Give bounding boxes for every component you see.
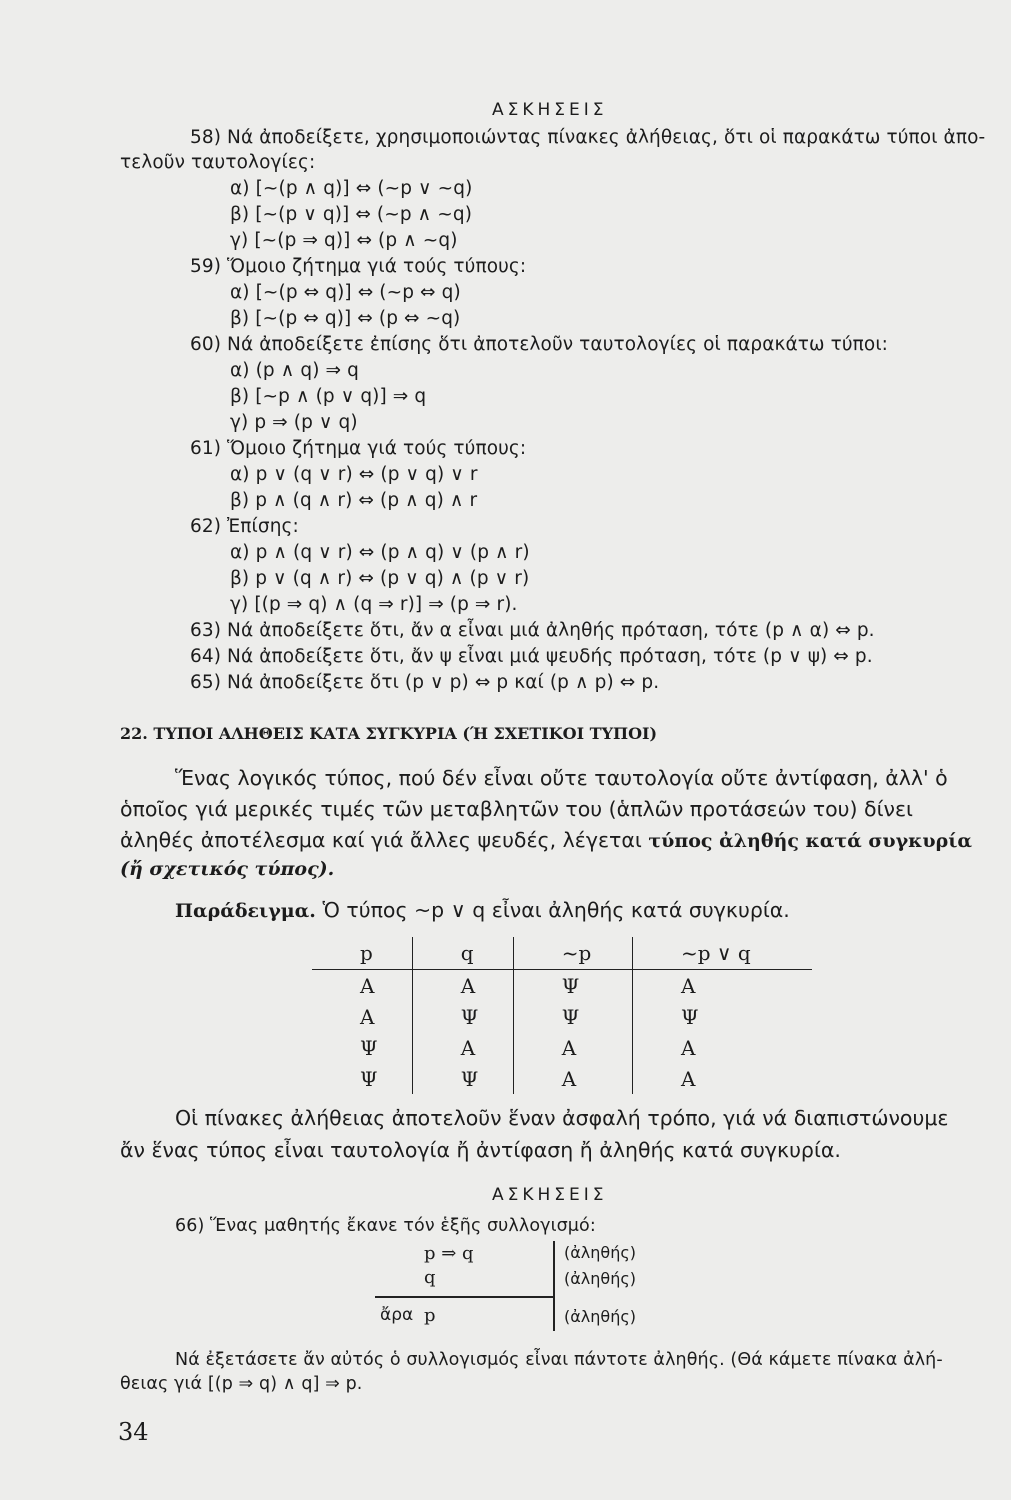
truth-table-cell: Ψ xyxy=(513,1001,632,1032)
truth-table-cell: Α xyxy=(513,1063,632,1094)
exercise-59b: β) [~(p ⇔ q)] ⇔ (p ⇔ ~q) xyxy=(230,308,461,329)
exercise-66-closing-2: θειας γιά [(p ⇒ q) ∧ q] ⇒ p. xyxy=(120,1374,363,1394)
truth-table-row xyxy=(312,1063,812,1094)
exercise-64: 64) Νά ἀποδείξετε ὅτι, ἄν ψ εἶναι μιά ψευδής πρόταση, τότε (p ∨ ψ) ⇔ p. xyxy=(190,646,873,667)
truth-table-cell: Α xyxy=(412,1032,513,1063)
truth-table-cell: Α xyxy=(360,973,375,998)
truth-table-row xyxy=(312,1032,812,1063)
example-label: Παράδειγμα. xyxy=(175,900,316,922)
truth-table-cell: Α xyxy=(412,970,513,1002)
exercise-58c: γ) [~(p ⇒ q)] ⇔ (p ∧ ~q) xyxy=(230,230,458,251)
truth-table-cell: Ψ xyxy=(513,970,632,1002)
syllogism-therefore: ἄρα xyxy=(380,1305,414,1325)
truth-table-cell: Ψ xyxy=(360,1066,378,1091)
exercise-60: 60) Νά ἀποδείξετε ἐπίσης ὅτι ἀποτελοῦν ταυτολογίες οἱ παρακάτω τύποι: xyxy=(190,334,889,355)
syllogism-rule xyxy=(375,1296,553,1298)
syllogism-premise-2: q xyxy=(424,1267,436,1288)
truth-table-cell: Α xyxy=(513,1032,632,1063)
exercise-63: 63) Νά ἀποδείξετε ὅτι, ἄν α εἶναι μιά ἀληθής πρόταση, τότε (p ∧ α) ⇔ p. xyxy=(190,620,875,641)
syllogism-premise-1: p ⇒ q xyxy=(424,1243,474,1264)
truth-table-cell: Α xyxy=(633,1063,812,1094)
exercise-60b: β) [~p ∧ (p ∨ q)] ⇒ q xyxy=(230,386,427,407)
truth-table-cell: Ψ xyxy=(360,1035,378,1060)
page-number: 34 xyxy=(118,1418,149,1446)
truth-table-header: p xyxy=(312,937,412,970)
section-paragraph-line3 xyxy=(120,828,972,852)
syllogism-note-1: (ἀληθής) xyxy=(564,1243,636,1262)
truth-table-cell: Ψ xyxy=(412,1001,513,1032)
truth-table xyxy=(312,937,812,1094)
exercise-66: 66) Ἕνας μαθητής ἔκανε τόν ἑξῆς συλλογισμό: xyxy=(175,1216,596,1236)
truth-table-cell: Α xyxy=(633,970,812,1002)
truth-table-header: ~p xyxy=(513,937,632,970)
example-line xyxy=(175,898,790,922)
exercise-58-line1: 58) Νά ἀποδείξετε, χρησιμοποιώντας πίνακες ἀλήθειας, ὅτι οἱ παρακάτω τύποι ἀπο- xyxy=(190,127,986,148)
syllogism-note-3: (ἀληθής) xyxy=(564,1307,636,1326)
exercise-62c: γ) [(p ⇒ q) ∧ (q ⇒ r)] ⇒ (p ⇒ r). xyxy=(230,594,518,615)
truth-table-cell: Α xyxy=(360,1004,375,1029)
truth-table-cell: Ψ xyxy=(412,1063,513,1094)
truth-table-row xyxy=(312,1001,812,1032)
exercise-62b: β) p ∨ (q ∧ r) ⇔ (p ∨ q) ∧ (p ∨ r) xyxy=(230,568,530,589)
truth-table-header: q xyxy=(412,937,513,970)
exercise-60a: α) (p ∧ q) ⇒ q xyxy=(230,360,359,381)
truth-table-row xyxy=(312,970,812,1002)
truth-table-cell: Α xyxy=(633,1032,812,1063)
exercise-59a: α) [~(p ⇔ q)] ⇔ (~p ⇔ q) xyxy=(230,282,461,303)
truth-table-header: ~p ∨ q xyxy=(633,937,812,970)
exercise-58b: β) [~(p ∨ q)] ⇔ (~p ∧ ~q) xyxy=(230,204,473,225)
exercises-heading: ΑΣΚΗΣΕΙΣ xyxy=(492,100,608,120)
syllogism-divider xyxy=(553,1241,555,1331)
exercise-58-line2: τελοῦν ταυτολογίες: xyxy=(120,152,316,173)
section-title: 22. ΤΥΠΟΙ ΑΛΗΘΕΙΣ ΚΑΤΑ ΣΥΓΚΥΡΙΑ (Ή ΣΧΕΤΙΚΟΙ ΤΥΠΟΙ) xyxy=(120,724,658,743)
exercise-62a: α) p ∧ (q ∨ r) ⇔ (p ∧ q) ∨ (p ∧ r) xyxy=(230,542,530,563)
exercise-58a: α) [~(p ∧ q)] ⇔ (~p ∨ ~q) xyxy=(230,178,473,199)
exercises-heading-2: ΑΣΚΗΣΕΙΣ xyxy=(492,1185,608,1205)
exercise-59: 59) Ὅμοιο ζήτημα γιά τούς τύπους: xyxy=(190,256,527,277)
closing-paragraph-line1: Οἱ πίνακες ἀλήθειας ἀποτελοῦν ἕναν ἀσφαλή τρόπο, γιά νά διαπιστώνουμε xyxy=(175,1106,949,1130)
section-paragraph-line2: ὁποῖος γιά μερικές τιμές τῶν μεταβλητῶν του (ἁπλῶν προτάσεών του) δίνει xyxy=(120,797,913,821)
truth-table-header-row xyxy=(312,937,812,970)
exercise-65: 65) Νά ἀποδείξετε ὅτι (p ∨ p) ⇔ p καί (p ∧ p) ⇔ p. xyxy=(190,672,660,693)
exercise-61: 61) Ὅμοιο ζήτημα γιά τούς τύπους: xyxy=(190,438,527,459)
syllogism-note-2: (ἀληθής) xyxy=(564,1269,636,1288)
example-text: Ὁ τύπος ~p ∨ q εἶναι ἀληθής κατά συγκυρία. xyxy=(322,898,790,922)
exercise-66-closing-1: Νά ἐξετάσετε ἄν αὐτός ὁ συλλογισμός εἶναι πάντοτε ἀληθής. (Θά κάμετε πίνακα ἀλή- xyxy=(175,1350,943,1370)
exercise-61b: β) p ∧ (q ∧ r) ⇔ (p ∧ q) ∧ r xyxy=(230,490,478,511)
closing-paragraph-line2: ἄν ἕνας τύπος εἶναι ταυτολογία ἤ ἀντίφαση ἤ ἀληθής κατά συγκυρία. xyxy=(120,1138,841,1162)
exercise-60c: γ) p ⇒ (p ∨ q) xyxy=(230,412,358,433)
section-paragraph-line1: Ἕνας λογικός τύπος, πού δέν εἶναι οὔτε ταυτολογία οὔτε ἀντίφαση, ἀλλ' ὁ xyxy=(175,766,948,790)
section-paragraph-text: ἀληθές ἀποτέλεσμα καί γιά ἄλλες ψευδές, λέγεται xyxy=(120,828,642,852)
term-definition: τύπος ἀληθής κατά συγκυρία xyxy=(648,830,973,852)
truth-table-cell: Ψ xyxy=(633,1001,812,1032)
syllogism-conclusion: p xyxy=(424,1305,436,1326)
term-alternative: (ἤ σχετικός τύπος). xyxy=(120,858,335,880)
exercise-61a: α) p ∨ (q ∨ r) ⇔ (p ∨ q) ∨ r xyxy=(230,464,478,485)
exercise-62: 62) Ἐπίσης: xyxy=(190,516,299,537)
